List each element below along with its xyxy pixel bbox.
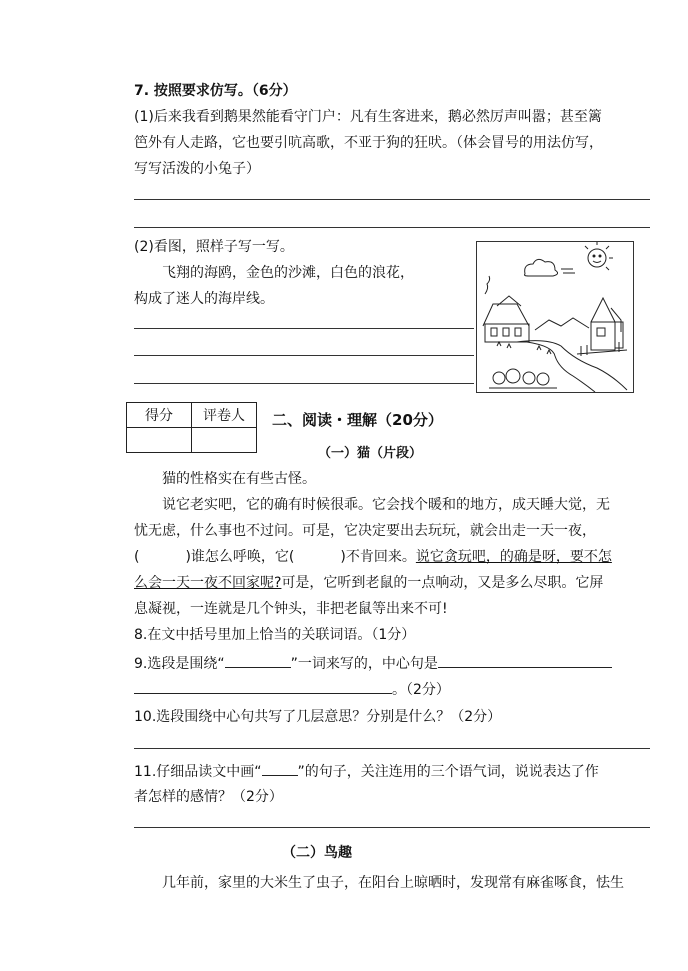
bracket-open: ( xyxy=(134,549,140,565)
q7-title: 7. 按照要求仿写。（6分） xyxy=(134,83,297,99)
para2-line4-rest: 可是，它听到老鼠的一点响动，又是多么尽职。它屏 xyxy=(281,575,604,591)
q9-text-a: 9.选段是围绕“ xyxy=(134,656,225,672)
para2-line3-mid: )谁怎么呼唤，它( xyxy=(185,549,295,565)
section2-title: 二、阅读・理解（20分） xyxy=(272,411,443,429)
para2-line3-end: )不肯回来。 xyxy=(340,549,416,565)
score-table xyxy=(126,402,257,453)
answer-line xyxy=(134,383,474,384)
q9-sentence-blank-2[interactable] xyxy=(134,679,392,694)
underlined-sentence-cont: 么会一天一夜不回家呢? xyxy=(134,575,282,591)
para1: 猫的性格实在有些古怪。 xyxy=(162,471,316,487)
q11-text-a: 11.仔细品读文中画“ xyxy=(134,764,262,780)
para3: 几年前，家里的大米生了虫子，在阳台上晾晒时，发现常有麻雀啄食，怯生 xyxy=(162,875,624,891)
grader-header: 评卷人 xyxy=(192,403,257,428)
q9-line1 xyxy=(134,653,612,674)
q8: 8.在文中括号里加上恰当的关联词语。（1分） xyxy=(134,627,416,643)
q9-word-blank[interactable] xyxy=(225,653,291,668)
q9-text-c: 。（2分） xyxy=(392,682,450,698)
q7-p2-title: (2)看图，照样子写一写。 xyxy=(134,239,294,255)
q7-p1-line2: 笆外有人走路，它也要引吭高歌，不亚于狗的狂吠。（体会冒号的用法仿写， xyxy=(134,135,603,151)
para2-line5: 息凝视，一连就是几个钟头，非把老鼠等出来不可! xyxy=(134,601,448,617)
q9-line2 xyxy=(134,679,450,700)
para2-line4 xyxy=(134,573,603,593)
q11-line2: 者怎样的感情？（2分） xyxy=(134,789,283,805)
score-header: 得分 xyxy=(127,403,192,428)
reading1-subtitle: （一）猫（片段） xyxy=(318,446,423,461)
score-cell[interactable] xyxy=(127,428,192,453)
answer-line xyxy=(134,748,650,749)
para2-line1: 说它老实吧，它的确有时候很乖。它会找个暖和的地方，成天睡大觉，无 xyxy=(162,497,610,513)
q7-p2-line1: 飞翔的海鸥，金色的沙滩，白色的浪花， xyxy=(162,265,414,281)
para2-line2: 忧无虑，什么事也不过问。可是，它决定要出去玩玩，就会出走一天一夜， xyxy=(134,523,596,539)
house-drawing-icon xyxy=(477,242,633,392)
seaside-house-illustration xyxy=(476,241,634,393)
reading2-subtitle: （二）鸟趣 xyxy=(282,845,352,861)
grader-cell[interactable] xyxy=(192,428,257,453)
q11-line1 xyxy=(134,761,599,782)
q7-p2-line2: 构成了迷人的海岸线。 xyxy=(134,291,274,307)
q11-text-b: ”的句子，关注连用的三个语气词，说说表达了作 xyxy=(297,764,599,780)
para2-line3 xyxy=(134,547,612,567)
underlined-sentence: 说它贪玩吧，的确是呀，要不怎 xyxy=(415,549,612,565)
answer-line xyxy=(134,328,474,329)
answer-line xyxy=(134,199,650,200)
answer-line xyxy=(134,827,650,828)
q7-p1-line1: (1)后来我看到鹅果然能看守门户：凡有生客进来，鹅必然厉声叫嚣；甚至篱 xyxy=(134,109,602,125)
q11-blank[interactable] xyxy=(262,761,298,776)
q9-sentence-blank[interactable] xyxy=(438,653,612,668)
q9-text-b: ”一词来写的，中心句是 xyxy=(290,656,438,672)
q10: 10.选段围绕中心句共写了几层意思？分别是什么？（2分） xyxy=(134,709,502,725)
q7-p1-line3: 写写活泼的小兔子） xyxy=(134,161,260,177)
answer-line xyxy=(134,355,474,356)
answer-line xyxy=(134,227,650,228)
